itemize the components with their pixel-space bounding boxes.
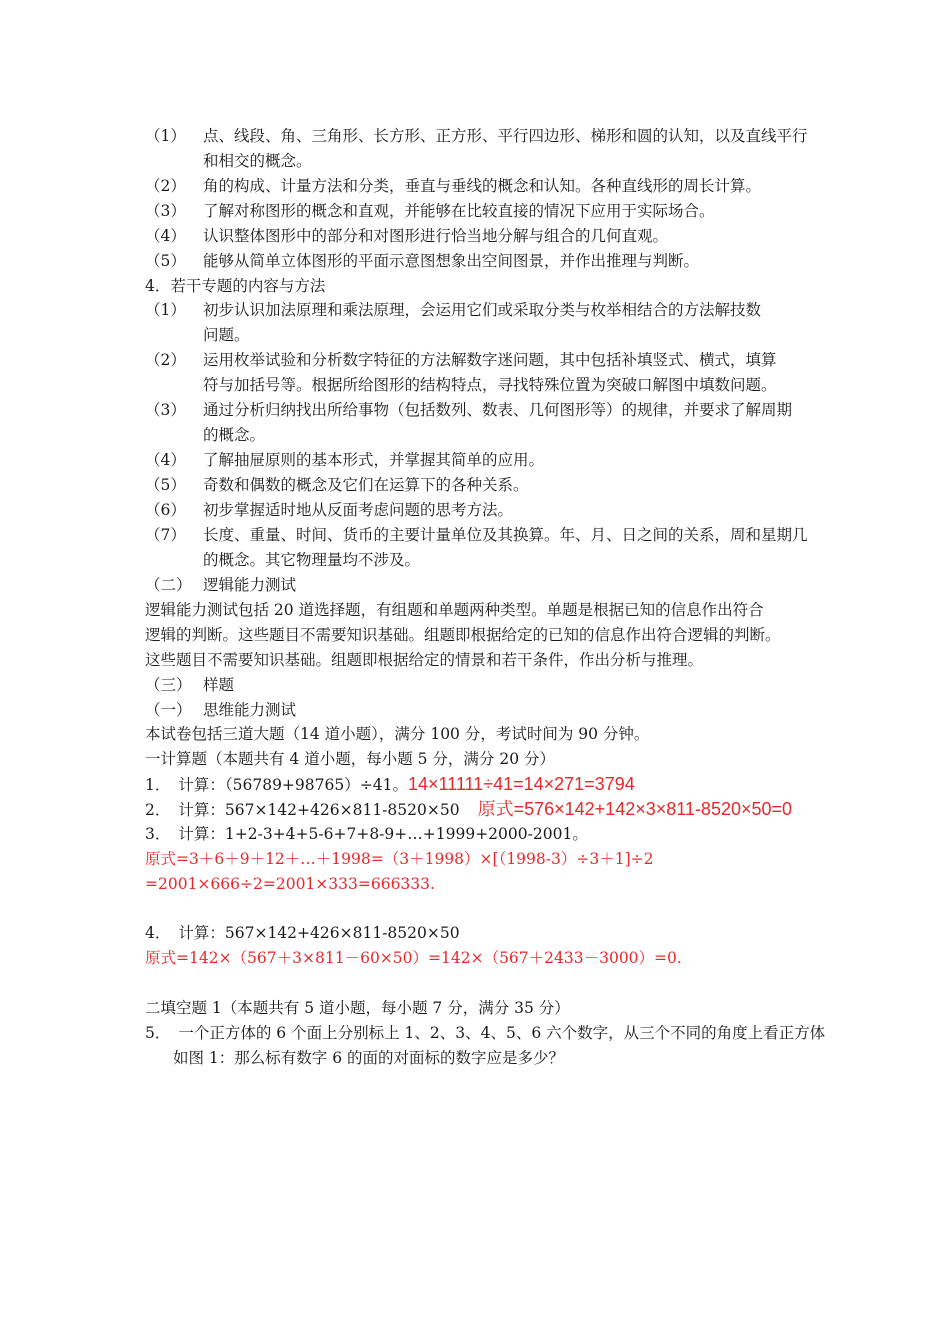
geometry-item-1-cont: 和相交的概念。 [203, 152, 312, 170]
question-3-answer-line-2: =2001×666÷2=2001×333=666333. [145, 875, 435, 893]
topic-item-4: （4） 了解抽屉原则的基本形式，并掌握其简单的应用。 [145, 451, 545, 469]
question-3-answer-line-1: 原式=3＋6＋9＋12＋…＋1998=（3＋1998）×[（1998-3）÷3＋1]÷2 [145, 850, 654, 868]
topic-item-3-cont: 的概念。 [203, 426, 266, 444]
geometry-item-2: （2） 角的构成、计量方法和分类，垂直与垂线的概念和认知。各种直线形的周长计算。 [145, 177, 762, 195]
fill-section-heading: 二填空题 1（本题共有 5 道小题，每小题 7 分，满分 35 分） [145, 999, 570, 1017]
question-3: 3． 计算：1+2-3+4+5-6+7+8-9+…+1999+2000-2001。 [145, 825, 588, 843]
question-2: 2． 计算：567×142+426×811-8520×50 原式=576×142+142×3×811-8520×50=0 [145, 799, 793, 819]
topics-heading: 4．若干专题的内容与方法 [145, 277, 326, 295]
topic-item-1: （1） 初步认识加法原理和乘法原理，会运用它们或采取分类与枚举相结合的方法解技数 [145, 301, 762, 319]
question-4-answer: 原式=142×（567＋3×811－60×50）=142×（567＋2433－3000）=0. [145, 949, 682, 967]
topic-item-7-cont: 的概念。其它物理量均不涉及。 [203, 551, 421, 569]
topic-item-2: （2） 运用枚举试验和分析数字特征的方法解数字迷问题，其中包括补填竖式、横式，填算 [145, 351, 777, 369]
topic-item-7: （7） 长度、重量、时间、货币的主要计量单位及其换算。年、月、日之间的关系，周和星期几 [145, 526, 808, 544]
logic-heading: （二） 逻辑能力测试 [145, 576, 297, 594]
samples-heading: （三） 样题 [145, 676, 235, 694]
geometry-item-4: （4） 认识整体图形中的部分和对图形进行恰当地分解与组合的几何直观。 [145, 227, 669, 245]
logic-para-line-3: 这些题目不需要知识基础。组题即根据给定的情景和若干条件，作出分析与推理。 [145, 651, 704, 669]
geometry-item-3: （3） 了解对称图形的概念和直观，并能够在比较直接的情况下应用于实际场合。 [145, 202, 715, 220]
logic-para-line-1: 逻辑能力测试包括 20 道选择题，有组题和单题两种类型。单题是根据已知的信息作出符合 [145, 601, 764, 619]
calc-section-heading: 一计算题（本题共有 4 道小题，每小题 5 分，满分 20 分） [145, 750, 556, 768]
topic-item-6: （6） 初步掌握适时地从反面考虑问题的思考方法。 [145, 501, 514, 519]
topic-item-3: （3） 通过分析归纳找出所给事物（包括数列、数表、几何图形等）的规律，并要求了解周期 [145, 401, 793, 419]
question-5-cont: 如图 1：那么标有数字 6 的面的对面标的数字应是多少？ [173, 1049, 565, 1067]
topic-item-1-cont: 问题。 [203, 326, 250, 344]
logic-para-line-2: 逻辑的判断。这些题目不需要知识基础。组题即根据给定的已知的信息作出符合逻辑的判断。 [145, 626, 781, 644]
question-5: 5． 一个正方体的 6 个面上分别标上 1、2、3、4、5、6 六个数字，从三个不同的角度上看正方体 [145, 1024, 826, 1042]
geometry-item-1: （1） 点、线段、角、三角形、长方形、正方形、平行四边形、梯形和圆的认知，以及直线平行 [145, 127, 808, 145]
exam-intro: 本试卷包括三道大题（14 道小题），满分 100 分，考试时间为 90 分钟。 [145, 725, 650, 743]
question-1-answer: 14×11111÷41=14×271=3794 [407, 774, 635, 794]
topic-item-5: （5） 奇数和偶数的概念及它们在运算下的各种关系。 [145, 476, 529, 494]
samples-subheading: （一） 思维能力测试 [145, 701, 297, 719]
question-2-answer: 原式=576×142+142×3×811-8520×50=0 [477, 799, 793, 819]
question-1: 1． 计算：（56789+98765）÷41。14×11111÷41=14×271=3794 [145, 774, 635, 794]
topic-item-2-cont: 符与加括号等。根据所给图形的结构特点，寻找特殊位置为突破口解图中填数问题。 [203, 376, 777, 394]
question-4: 4． 计算：567×142+426×811-8520×50 [145, 924, 460, 942]
geometry-item-5: （5） 能够从简单立体图形的平面示意图想象出空间图景，并作出推理与判断。 [145, 252, 700, 270]
